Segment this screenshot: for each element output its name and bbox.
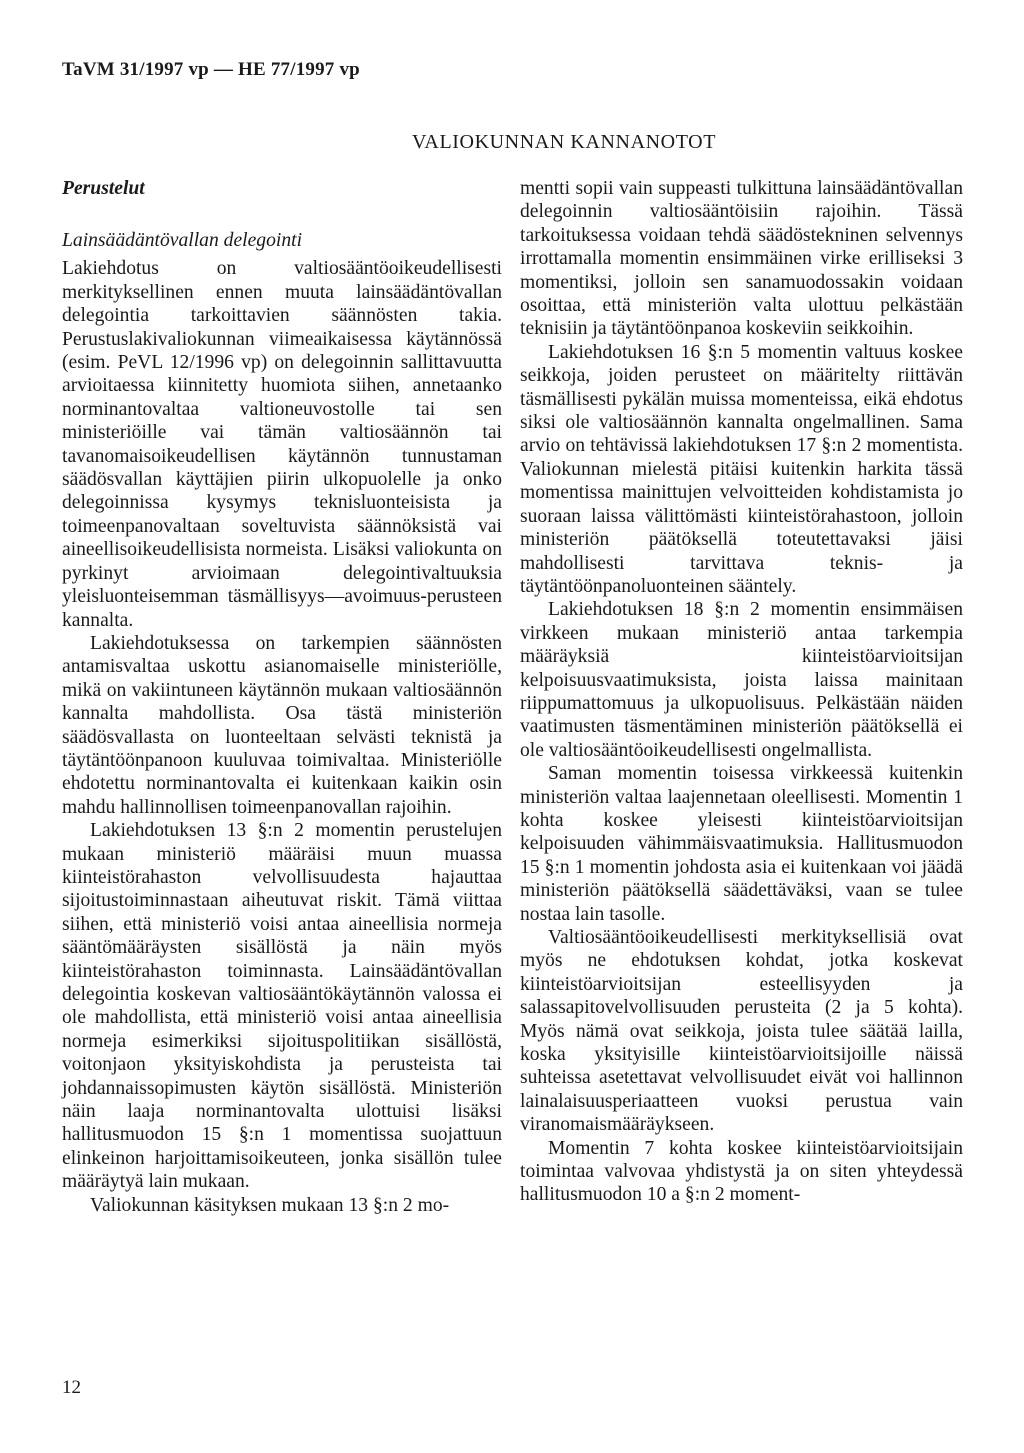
paragraph: Lakiehdotus on valtiosääntöoikeudellisesti merkityksellinen ennen muuta lainsäädäntövallan delegointia tarkoittavien säännösten takia. Perustuslakivaliokunnan viimeaikaisessa käytännössä (esim. PeVL 12/1996 vp) on delegoinnin sallittavuutta arvioitaessa kiinnitetty huomiota siihen, annetaanko norminantovaltaa valtioneuvostolle tai sen ministeriöille vai tämän valtiosäännön tai tavanomaisoikeudellisen käytännön tunnustaman säädösvallan käyttäjien piirin ulkopuolelle ja onko delegoinnissa kysymys teknisluonteisista ja toimeenpanovaltaan soveltuvista säännöksistä vai aineellisoikeudellisista normeista. Lisäksi valiokunta on pyrkinyt arvioimaan delegointivaltuuksia yleisluonteisemman täsmällisyys—avoimuus-perusteen kannalta. <box>62 258 502 631</box>
paragraph: Lakiehdotuksessa on tarkempien säännösten antamisvaltaa uskottu asianomaiselle ministeriölle, mikä on vakiintuneen käytännön mukaan valtiosäännön kannalta mahdollista. Osa tästä ministeriön säädösvallasta on luonteeltaan selvästi teknistä ja täytäntöönpanoon kuuluvaa toimivaltaa. Ministeriölle ehdotettu norminantovalta ei kuitenkaan kaikin osin mahdu hallinnollisen toimeenpanovallan rajoihin. <box>62 632 502 818</box>
section-heading: VALIOKUNNAN KANNANOTOT <box>411 131 717 153</box>
paragraph: Lakiehdotuksen 13 §:n 2 momentin perustelujen mukaan ministeriö määräisi muun muassa kiinteistörahaston velvollisuudesta hajauttaa sijoitustoiminnastaan aiheutuvat riskit. Tämä viittaa siihen, että ministeriö voisi antaa aineellisia normeja sääntömääräysten sisällöstä ja näin myös kiinteistörahaston toiminnasta. Lainsäädäntövallan delegointia koskevan valtiosääntökäytännön valossa ei ole mahdollista, että ministeriö voisi antaa aineellisia normeja esimerkiksi sijoituspolitiikan sisällöstä, voitonjaon yksityiskohdista ja perusteista tai johdannaissopimusten käytön sisällöstä. Ministeriön näin laaja norminantovalta ulottuisi lisäksi hallitusmuodon 15 §:n 1 momentissa suojattuun elinkeinon harjoittamisoikeuteen, jonka sisällön tulee määräytyä lain mukaan. <box>62 820 502 1193</box>
right-column <box>520 177 963 1207</box>
paragraph: mentti sopii vain suppeasti tulkittuna lainsäädäntövallan delegoinnin valtiosääntöisiin rajoihin. Tässä tarkoituksessa voidaan tehdä säädöstekninen selvennys irrottamalla momentin ensimmäinen virke erilliseksi 3 momentiksi, jolloin sen sanamuodossakin voidaan osoittaa, että ministeriön valta ulottuu pelkästään teknisiin ja täytäntöönpanoa koskeviin seikkoihin. <box>520 178 963 340</box>
paragraph: Lakiehdotuksen 16 §:n 5 momentin valtuus koskee seikkoja, joiden perusteet on määritelty riittävän täsmällisesti pykälän muissa momenteissa, eikä ehdotus siksi ole valtiosäännön kannalta ongelmallinen. Sama arvio on tehtävissä lakiehdotuksen 17 §:n 2 momentista. Valiokunnan mielestä pitäisi kuitenkin harkita tässä momentissa mainittujen velvoitteiden kohdistamista jo suoraan laissa välittömästi kiinteistörahastoon, jolloin ministeriön päätöksellä toteutettavaksi jäisi mahdollisesti tarvittava teknis- ja täytäntöönpanoluonteinen sääntely. <box>520 341 963 597</box>
left-column <box>62 177 502 1217</box>
paragraph: Saman momentin toisessa virkkeessä kuitenkin ministeriön valtaa laajennetaan oleellisesti. Momentin 1 kohta koskee yleisesti kiinteistöarvioitsijan kelpoisuuden vähimmäisvaatimuksia. Hallitusmuodon 15 §:n 1 momentin johdosta asia ei kuitenkaan voi jäädä ministeriön päätöksellä säädettäväksi, vaan se tulee nostaa lain tasolle. <box>520 763 963 925</box>
paragraph: Momentin 7 kohta koskee kiinteistöarvioitsijain toimintaa valvovaa yhdistystä ja on siten yhteydessä hallitusmuodon 10 a §:n 2 moment- <box>520 1137 963 1206</box>
subheading-perustelut: Perustelut <box>62 178 145 199</box>
paragraph: Lakiehdotuksen 18 §:n 2 momentin ensimmäisen virkkeen mukaan ministeriö antaa tarkempia määräyksiä kiinteistöarvioitsijan kelpoisuusvaatimuksista, joista laissa mainitaan riippumattomuus ja ulkopuolisuus. Pelkästään näiden vaatimusten täsmentäminen ministeriön päätöksellä ei ole valtiosääntöoikeudellisesti ongelmallista. <box>520 599 963 761</box>
paragraph: Valtiosääntöoikeudellisesti merkityksellisiä ovat myös ne ehdotuksen kohdat, jotka koskevat kiinteistöarvioitsijan esteellisyyden ja salassapitovelvollisuuden perusteita (2 ja 5 kohta). Myös nämä ovat seikkoja, joista tulee säätää lailla, koska yksityisille kiinteistöarvioitsijoille näissä suhteissa asetettavat velvollisuudet eivät voi hallinnon lainalaisuusperiaatteen vuoksi perustua vain viranomaismääräykseen. <box>520 927 963 1136</box>
subheading-delegointi: Lainsäädäntövallan delegointi <box>62 230 303 251</box>
paragraph: Valiokunnan käsityksen mukaan 13 §:n 2 mo- <box>90 1194 450 1216</box>
page-number: 12 <box>62 1377 81 1398</box>
running-header: TaVM 31/1997 vp — HE 77/1997 vp <box>62 59 360 80</box>
